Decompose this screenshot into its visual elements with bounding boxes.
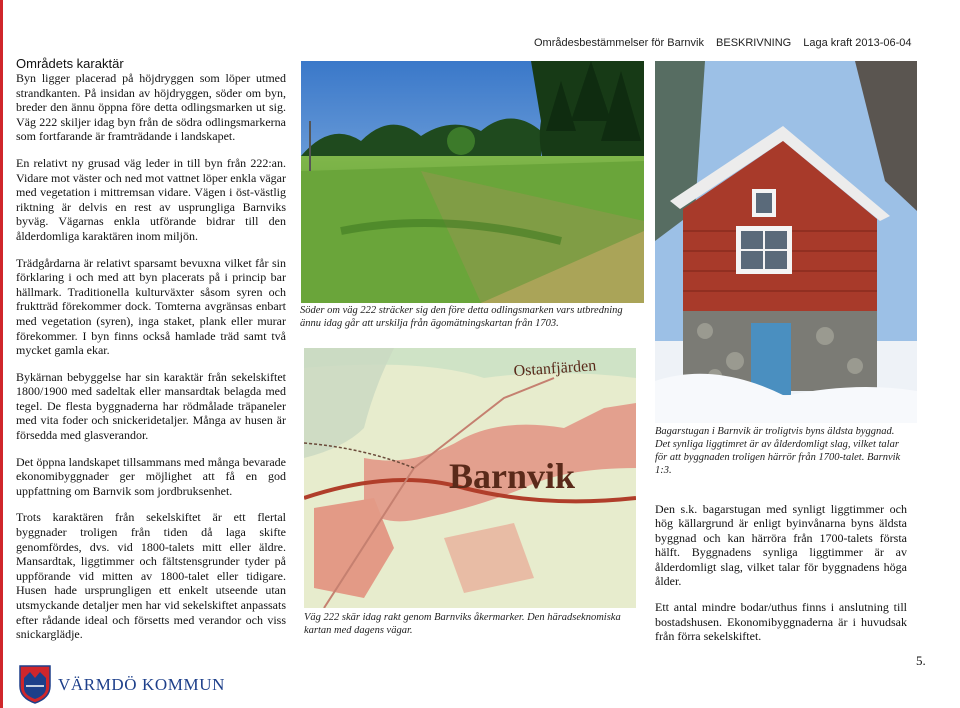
- map-label-main: Barnvik: [449, 456, 576, 496]
- historic-map: [304, 348, 636, 608]
- section-title: Områdets karaktär: [16, 56, 124, 71]
- doc-section: BESKRIVNING: [716, 37, 792, 49]
- left-column: [16, 56, 286, 654]
- varmdo-logo: [18, 664, 238, 704]
- map-caption: Väg 222 skär idag rakt genom Barnviks åkermarker. Den häradseknomiska kartan med dagens vägar.: [304, 612, 621, 636]
- house-photo-caption: Bagarstugan i Barnvik är troligtvis byns äldsta byggnad. Det synliga liggtimret är av ålderdomligt slag, vilket talar för att byggnaden troligen härrör från 1700-talet. Barnvik 1:3.: [655, 426, 901, 476]
- house-photo: [655, 61, 917, 423]
- page-edge-stripe: [0, 0, 3, 708]
- paragraph: Ett antal mindre bodar/uthus finns i anslutning till bostadshusen. Ekonomibyggnaderna är i huvudsak från förra sekelskiftet.: [655, 600, 907, 644]
- coat-of-arms-icon: [18, 664, 52, 704]
- page-number: 5.: [916, 653, 926, 668]
- map-label-top: Ostanfjärden: [513, 357, 597, 380]
- paragraph: Det öppna landskapet tillsammans med många bevarade ekonomibyggnader ger möjlighet att få en god uppfattning om Barnvik som jordbruksenhet.: [16, 454, 286, 498]
- right-column: [655, 502, 907, 656]
- paragraph: Trädgårdarna är relativt sparsamt bevuxna vilket får sin förklaring i och med att byn placerats på i princip bar hällmark. Traditionella kulturväxter såsom syren och fruktträd förekommer dock. Tomterna avgränsas enbart med vegetation (syren), inga staket, plank eller murar förekommer. I byn finns också hamlade träd samt två mycket gamla ekar.: [16, 255, 286, 358]
- page-header: [534, 37, 921, 49]
- paragraph: Den s.k. bagarstugan med synligt liggtimmer och hög källargrund är enligt byinvånarna byns äldsta byggnad och kan härröra från 1700-talets första hälft. Byggnadens synliga liggtimmer är av ålderdomligt slag, vilket talar för byggnadens höga ålder.: [655, 502, 907, 589]
- paragraph: Trots karaktären från sekelskiftet är ett flertal byggnader troligen från tiden då laga skifte genomfördes, dvs. vid 1800-talets mitt eller äldre. Mansardtak, liggtimmer och fältstensgrunder tyder på uppförande vid mitten av 1800-talet eller tidigare. Husen hade ursprungligen ett enkelt utseende utan utsmyckande detaljer men har vid sekelskiftet anpassats efter rådande ideal och försetts med verandor och viss snickarglädje.: [16, 510, 286, 642]
- field-photo-caption: Söder om väg 222 sträcker sig den före detta odlingsmarken vars utbredning ännu idag går att urskilja från ägomätningskartan från 1703.: [300, 305, 623, 329]
- doc-status: Laga kraft 2013-06-04: [803, 37, 912, 49]
- field-photo: [301, 61, 644, 303]
- paragraph: Byn ligger placerad på höjdryggen som löper utmed strandkanten. På insidan av höjdryggen, söder om byn, breder den ännu öppna före detta odlingsmarken ut sig. Väg 222 skiljer idag byn från de södra odlingsmarkerna som fortfarande är framträdande i landskapet.: [16, 71, 286, 144]
- left-body: [16, 71, 286, 642]
- paragraph: Bykärnan bebyggelse har sin karaktär från sekelskiftet 1800/1900 med sadeltak eller mansardtak belagda med tegel. De flesta byggnaderna har rödmålade träpaneler med vita foder och snickeridetaljer. Många av husen är försedda med glasverandor.: [16, 369, 286, 443]
- doc-title: Områdesbestämmelser för Barnvik: [534, 37, 704, 49]
- logo-text: VÄRMDÖ KOMMUN: [58, 675, 225, 694]
- paragraph: En relativt ny grusad väg leder in till byn från 222:an. Vidare mot väster och ned mot vattnet löper enkla vägar med vegetation i mittremsan vidare. Vägen i öst-västlig riktning är delvis en rest av usprungliga Barnviks byväg. Vägarnas enkla utförande bidrar till den ålderdomliga karaktären inom miljön.: [16, 155, 286, 243]
